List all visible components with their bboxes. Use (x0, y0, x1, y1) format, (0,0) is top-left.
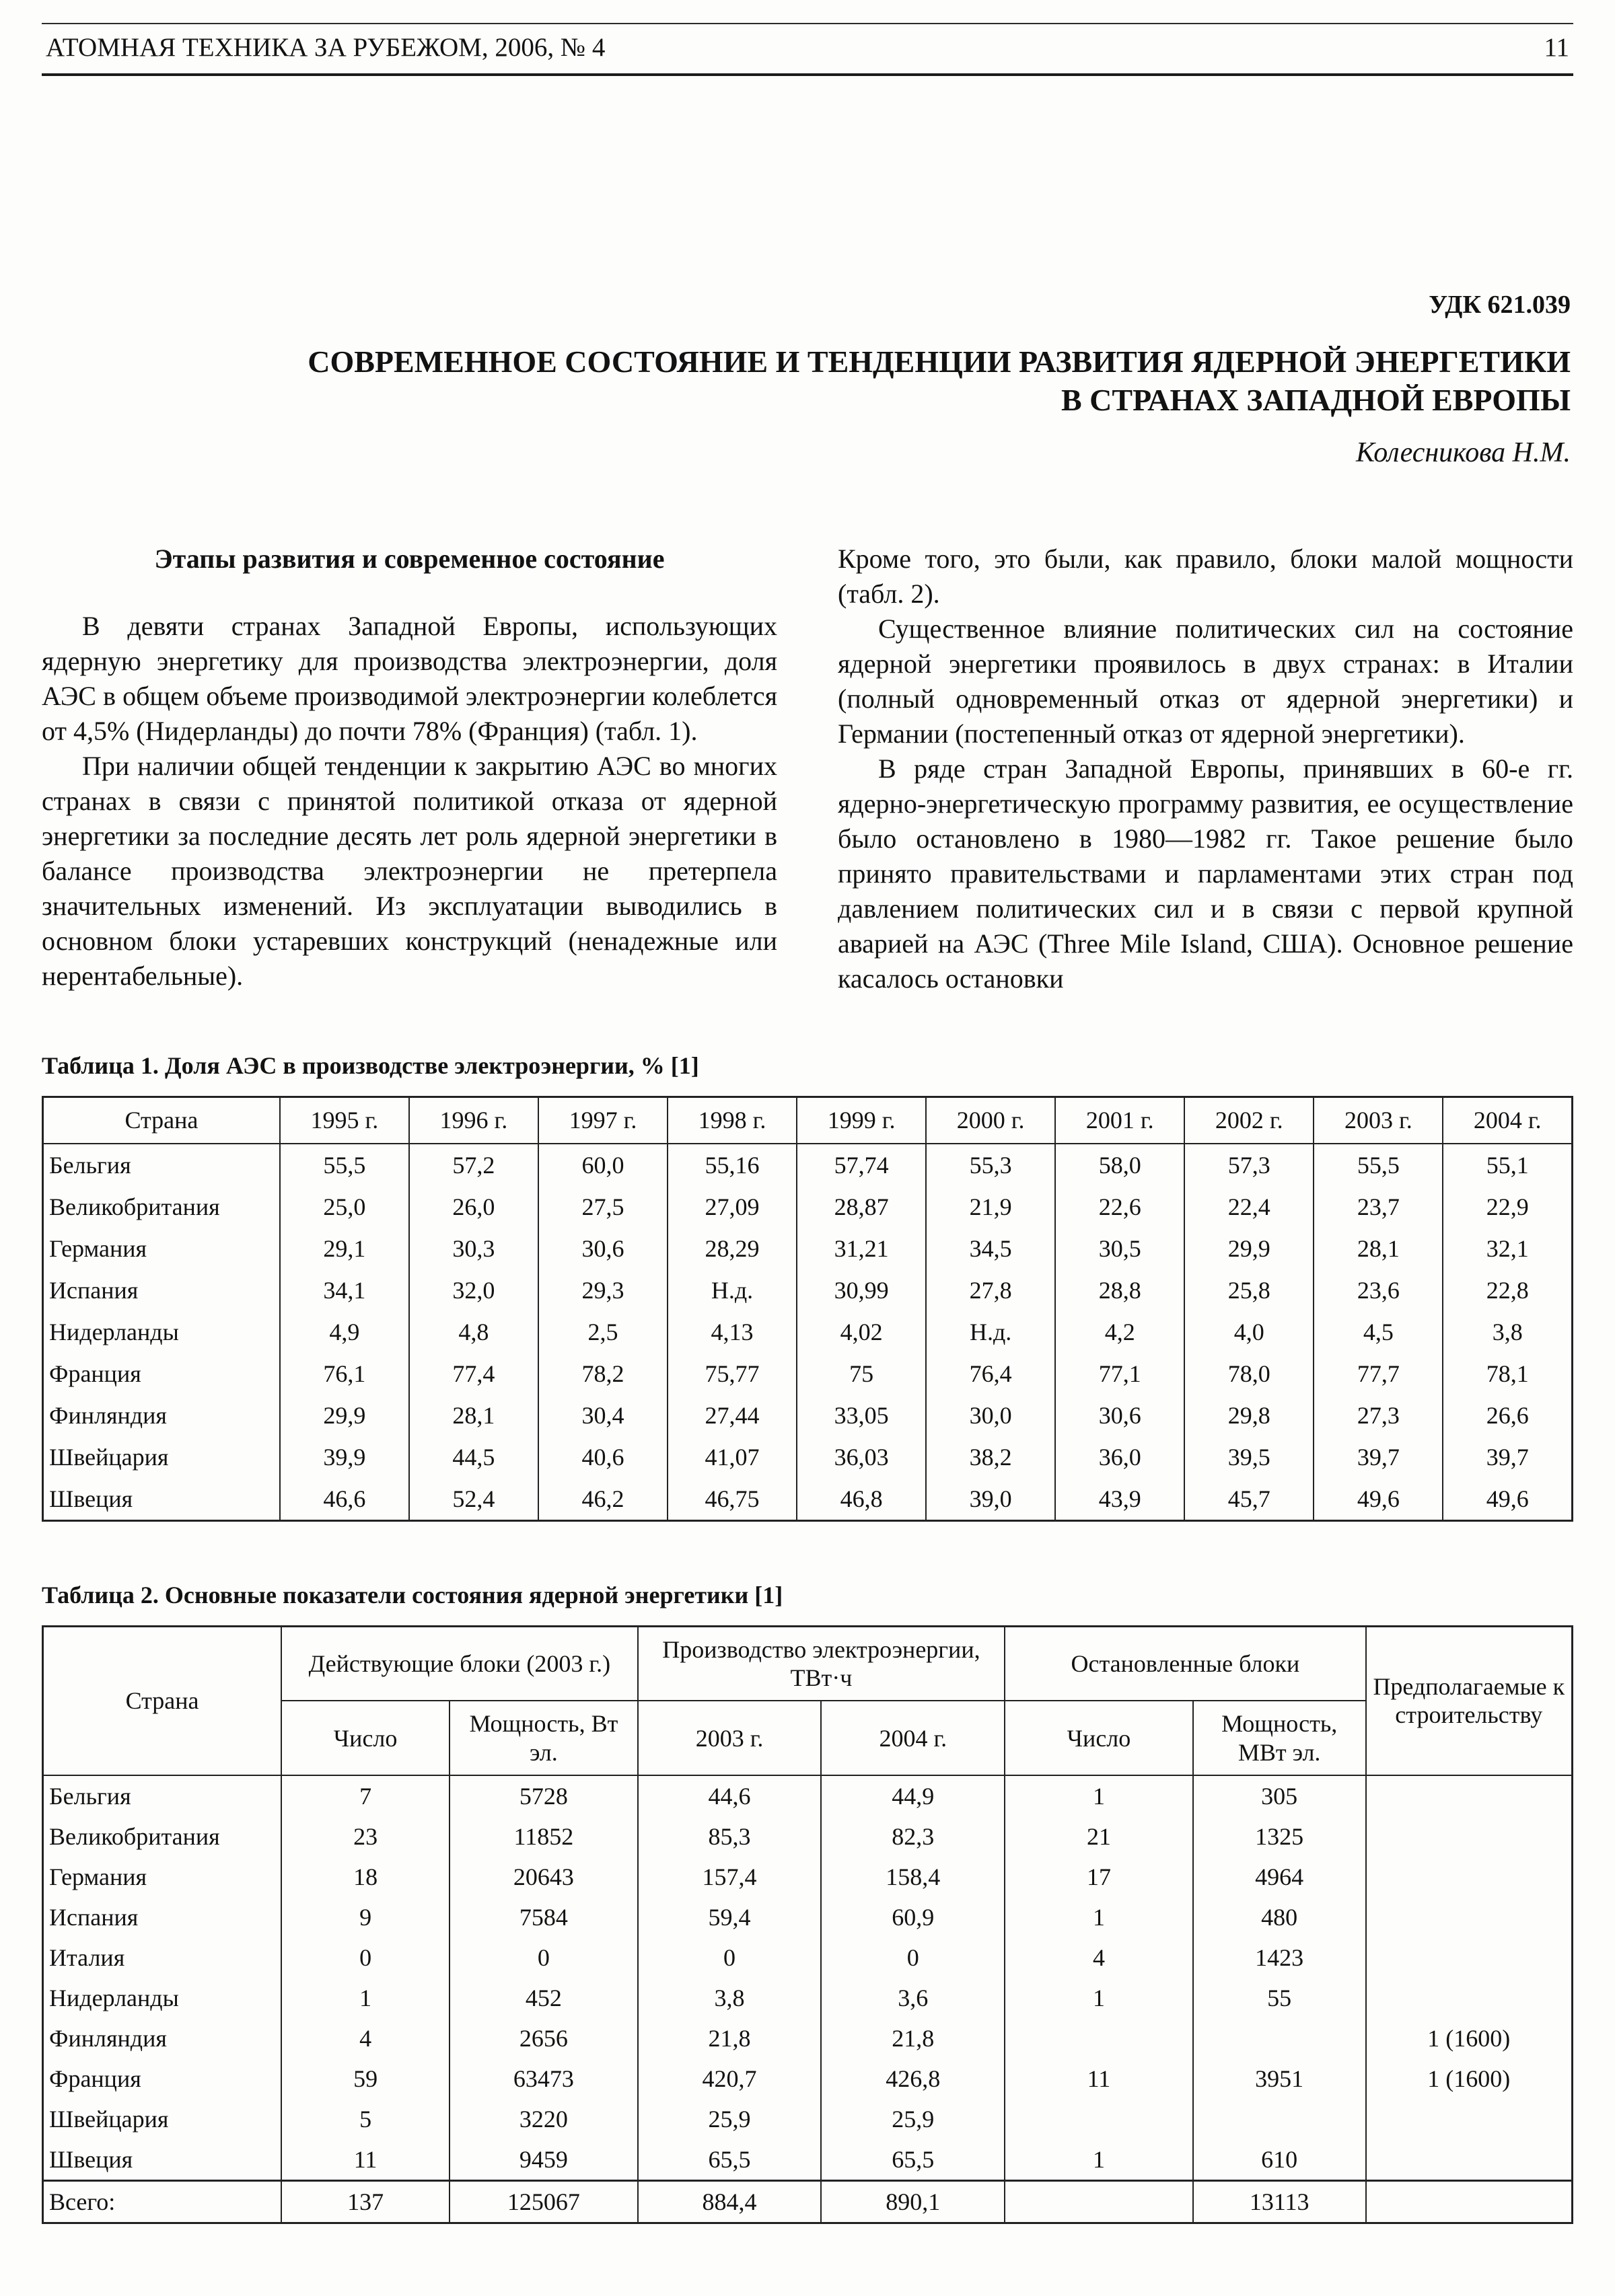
table1-header-cell: 2003 г. (1314, 1097, 1443, 1144)
table-cell: 0 (638, 1937, 822, 1978)
table-cell: 452 (450, 1978, 638, 2018)
table-cell (1005, 2018, 1193, 2059)
table-cell: 4,02 (797, 1311, 926, 1353)
page-number: 11 (1544, 33, 1569, 62)
table-cell: 5 (281, 2099, 450, 2139)
table-cell: Германия (43, 1228, 280, 1269)
table-cell: 3,8 (1443, 1311, 1572, 1353)
table1-row (43, 1269, 1573, 1311)
table2-total-row (43, 2181, 1573, 2223)
table-cell: 77,4 (409, 1353, 538, 1395)
table-cell: 420,7 (638, 2059, 822, 2099)
table1-row (43, 1353, 1573, 1395)
paragraph: В девяти странах Западной Европы, использующих ядерную энергетику для производства электроэнергии, доля АЭС в общем объеме производимой электроэнергии колеблется от 4,5% (Нидерланды) до почти 78% (Франция) (табл. 1). (42, 611, 777, 747)
table-cell: 11 (281, 2139, 450, 2181)
table2-caption: Таблица 2. Основные показатели состояния ядерной энергетики [1] (42, 1581, 783, 1608)
table-cell: 30,4 (538, 1395, 668, 1436)
table-cell: 22,8 (1443, 1269, 1572, 1311)
table-cell: 426,8 (821, 2059, 1005, 2099)
table1-header-cell: 1998 г. (668, 1097, 797, 1144)
table-cell: 32,1 (1443, 1228, 1572, 1269)
table-cell: 75,77 (668, 1353, 797, 1395)
table-cell (1366, 1978, 1573, 2018)
table1-header-cell: 1995 г. (280, 1097, 409, 1144)
table-cell: 158,4 (821, 1857, 1005, 1897)
table-cell (1366, 2181, 1573, 2223)
table1-header (43, 1097, 1573, 1144)
table2-row (43, 2018, 1573, 2059)
table-cell: 3220 (450, 2099, 638, 2139)
table-cell: 46,2 (538, 1478, 668, 1521)
table1-header-cell: 1997 г. (538, 1097, 668, 1144)
left-column (42, 542, 777, 996)
table1-row (43, 1478, 1573, 1521)
table-cell: 137 (281, 2181, 450, 2223)
table-cell: 41,07 (668, 1436, 797, 1478)
table-cell (1366, 1775, 1573, 1816)
table-cell: Великобритания (43, 1816, 282, 1857)
table-cell: 3,6 (821, 1978, 1005, 2018)
table1-row (43, 1436, 1573, 1478)
table-cell (1005, 2181, 1193, 2223)
table-cell: 52,4 (409, 1478, 538, 1521)
table2-header (43, 1626, 1573, 1775)
table-cell: Франция (43, 2059, 282, 2099)
table-cell: 30,99 (797, 1269, 926, 1311)
table1-row (43, 1144, 1573, 1186)
table-cell: 63473 (450, 2059, 638, 2099)
table2-subcol-2003: 2003 г. (638, 1701, 822, 1775)
table-cell: 44,9 (821, 1775, 1005, 1816)
table-cell: 78,0 (1184, 1353, 1314, 1395)
paragraph: Кроме того, это были, как правило, блоки малой мощности (табл. 2). (838, 544, 1573, 609)
table-cell: 57,3 (1184, 1144, 1314, 1186)
table-cell: 85,3 (638, 1816, 822, 1857)
table-cell: 22,4 (1184, 1186, 1314, 1228)
table1-header-cell: 2002 г. (1184, 1097, 1314, 1144)
table-cell: Испания (43, 1897, 282, 1937)
table-cell: 40,6 (538, 1436, 668, 1478)
table2-row (43, 2099, 1573, 2139)
table-cell: 57,74 (797, 1144, 926, 1186)
author-name: Колесникова Н.М. (1356, 437, 1571, 469)
table-cell: 21,9 (926, 1186, 1055, 1228)
table-cell: 4,8 (409, 1311, 538, 1353)
table1-header-cell: Страна (43, 1097, 280, 1144)
table-cell: 9 (281, 1897, 450, 1937)
table-cell: 1 (281, 1978, 450, 2018)
table2-subcol-number-stopped: Число (1005, 1701, 1193, 1775)
table-cell: 27,44 (668, 1395, 797, 1436)
table-cell: 22,6 (1055, 1186, 1184, 1228)
table-cell: 4 (281, 2018, 450, 2059)
table2-row (43, 1897, 1573, 1937)
table-cell: 157,4 (638, 1857, 822, 1897)
table-cell: 44,5 (409, 1436, 538, 1478)
table-cell: 25,0 (280, 1186, 409, 1228)
article-title (42, 342, 1573, 419)
table-cell: 28,1 (409, 1395, 538, 1436)
table2-nuclear-indicators (42, 1625, 1573, 2225)
table-cell: 46,8 (797, 1478, 926, 1521)
table2-row (43, 1937, 1573, 1978)
table2-row (43, 1775, 1573, 1816)
table-cell (1366, 1816, 1573, 1857)
table-cell: 60,0 (538, 1144, 668, 1186)
table-cell: 77,7 (1314, 1353, 1443, 1395)
table-cell: Великобритания (43, 1186, 280, 1228)
table-cell: 31,21 (797, 1228, 926, 1269)
table-cell: 55,5 (1314, 1144, 1443, 1186)
table2-col-stopped-units: Остановленные блоки (1005, 1626, 1365, 1701)
table-cell (1366, 1897, 1573, 1937)
table2-subcol-capacity-stopped: Мощность, МВт эл. (1193, 1701, 1366, 1775)
table-cell: 29,1 (280, 1228, 409, 1269)
table-cell: 4,5 (1314, 1311, 1443, 1353)
table-cell: 13113 (1193, 2181, 1366, 2223)
table1-row (43, 1311, 1573, 1353)
table1-row (43, 1395, 1573, 1436)
table-cell: 4,13 (668, 1311, 797, 1353)
table-cell: 30,6 (538, 1228, 668, 1269)
table-cell (1366, 1857, 1573, 1897)
table-cell: Н.д. (668, 1269, 797, 1311)
table-cell: 1 (1005, 1897, 1193, 1937)
table-cell: 28,87 (797, 1186, 926, 1228)
table-cell: 55,5 (280, 1144, 409, 1186)
table-cell: 82,3 (821, 1816, 1005, 1857)
table-cell: 36,03 (797, 1436, 926, 1478)
table-cell: 27,09 (668, 1186, 797, 1228)
table-cell: Бельгия (43, 1144, 280, 1186)
right-column (838, 542, 1573, 996)
table-cell: Швейцария (43, 2099, 282, 2139)
table-cell: 5728 (450, 1775, 638, 1816)
table-cell: Испания (43, 1269, 280, 1311)
table-cell (1005, 2099, 1193, 2139)
table-cell: 884,4 (638, 2181, 822, 2223)
table-cell: 39,7 (1314, 1436, 1443, 1478)
table-cell: 46,75 (668, 1478, 797, 1521)
table-cell: 76,4 (926, 1353, 1055, 1395)
two-column-body (42, 542, 1573, 996)
table-cell: 21,8 (821, 2018, 1005, 2059)
table1-row (43, 1228, 1573, 1269)
table-cell: 39,7 (1443, 1436, 1572, 1478)
table-cell: 23 (281, 1816, 450, 1857)
table-cell: 4,0 (1184, 1311, 1314, 1353)
table-cell: Франция (43, 1353, 280, 1395)
table2-row (43, 2139, 1573, 2181)
table-cell (1366, 1937, 1573, 1978)
table-cell: 4,9 (280, 1311, 409, 1353)
table-cell: 23,6 (1314, 1269, 1443, 1311)
table1-header-cell: 2004 г. (1443, 1097, 1572, 1144)
table-cell: 59,4 (638, 1897, 822, 1937)
table-cell: 55,1 (1443, 1144, 1572, 1186)
table2-subcol-capacity: Мощность, Вт эл. (450, 1701, 638, 1775)
paragraph: В ряде стран Западной Европы, принявших в 60-е гг. ядерно-энергетическую программу развития, ее осуществление было остановлено в 1980—1982 гг. Такое решение было принято правительствами и парламентами этих стран под давлением политических сил и в связи с первой крупной аварией на АЭС (Three Mile Island, США). Основное решение касалось остановки (838, 753, 1573, 994)
table-cell: 1 (1005, 1775, 1193, 1816)
table-cell: 25,9 (638, 2099, 822, 2139)
udc-code: УДК 621.039 (1429, 291, 1571, 319)
table-cell: 49,6 (1443, 1478, 1572, 1521)
table-cell: 78,2 (538, 1353, 668, 1395)
table-cell: Н.д. (926, 1311, 1055, 1353)
table-cell: 30,5 (1055, 1228, 1184, 1269)
table-cell: 0 (281, 1937, 450, 1978)
table2-col-country: Страна (43, 1626, 282, 1775)
table-cell: 25,8 (1184, 1269, 1314, 1311)
table-cell: 610 (1193, 2139, 1366, 2181)
table-cell: 39,5 (1184, 1436, 1314, 1478)
table2-header-row1 (43, 1626, 1573, 1701)
table-cell: 32,0 (409, 1269, 538, 1311)
table-cell: 25,9 (821, 2099, 1005, 2139)
table-cell: 30,0 (926, 1395, 1055, 1436)
table-cell: 28,1 (1314, 1228, 1443, 1269)
table-cell: 49,6 (1314, 1478, 1443, 1521)
table-cell: 26,0 (409, 1186, 538, 1228)
table1-caption: Таблица 1. Доля АЭС в производстве электроэнергии, % [1] (42, 1052, 699, 1080)
running-head (42, 23, 1573, 76)
table-cell: 27,3 (1314, 1395, 1443, 1436)
paragraph: Существенное влияние политических сил на состояние ядерной энергетики проявилось в двух странах: в Италии (полный одновременный отказ от ядерной энергетики) и Германии (постепенный отказ от ядерной энергетики). (838, 614, 1573, 749)
table-cell: 46,6 (280, 1478, 409, 1521)
table-cell: 1325 (1193, 1816, 1366, 1857)
table-cell: 1 (1600) (1366, 2059, 1573, 2099)
table-cell: 7 (281, 1775, 450, 1816)
table-cell: 1 (1005, 2139, 1193, 2181)
table-cell: 38,2 (926, 1436, 1055, 1478)
table-cell: 7584 (450, 1897, 638, 1937)
table2-row (43, 1857, 1573, 1897)
table2-row (43, 1816, 1573, 1857)
table1-header-cell: 1999 г. (797, 1097, 926, 1144)
table-cell: 29,9 (1184, 1228, 1314, 1269)
table-cell: 4,2 (1055, 1311, 1184, 1353)
table2-body (43, 1775, 1573, 2223)
table-cell: 58,0 (1055, 1144, 1184, 1186)
table1-header-cell: 2000 г. (926, 1097, 1055, 1144)
table-cell: 30,3 (409, 1228, 538, 1269)
table-cell: 22,9 (1443, 1186, 1572, 1228)
table-cell: 36,0 (1055, 1436, 1184, 1478)
table-cell: 27,5 (538, 1186, 668, 1228)
table-cell: 21 (1005, 1816, 1193, 1857)
table1-share-of-npp (42, 1096, 1573, 1521)
table-cell: 11852 (450, 1816, 638, 1857)
table-cell: 2656 (450, 2018, 638, 2059)
table-cell: 39,0 (926, 1478, 1055, 1521)
table-cell: 11 (1005, 2059, 1193, 2099)
table-cell: Швейцария (43, 1436, 280, 1478)
paragraph: При наличии общей тенденции к закрытию АЭС во многих странах в связи с принятой политикой отказа от ядерной энергетики за последние десять лет роль ядерной энергетики в балансе производства электроэнергии не претерпела значительных изменений. Из эксплуатации выводились в основном блоки устаревших конструкций (ненадежные или нерентабельные). (42, 751, 777, 992)
table-cell: 34,5 (926, 1228, 1055, 1269)
table-cell: Нидерланды (43, 1978, 282, 2018)
table-cell: 78,1 (1443, 1353, 1572, 1395)
table2-col-planned: Предполагаемые к строительству (1366, 1626, 1573, 1775)
table-cell (1193, 2018, 1366, 2059)
table1-row (43, 1186, 1573, 1228)
table-cell: 65,5 (638, 2139, 822, 2181)
table-cell: 17 (1005, 1857, 1193, 1897)
table-cell: 125067 (450, 2181, 638, 2223)
table-cell: 29,9 (280, 1395, 409, 1436)
table-cell: Финляндия (43, 1395, 280, 1436)
table-cell: 890,1 (821, 2181, 1005, 2223)
table-cell: Германия (43, 1857, 282, 1897)
table-cell: 3,8 (638, 1978, 822, 2018)
table-cell: 55,3 (926, 1144, 1055, 1186)
table-cell: 480 (1193, 1897, 1366, 1937)
table1-header-cell: 1996 г. (409, 1097, 538, 1144)
table2-col-electricity-production: Производство электроэнергии, ТВт·ч (638, 1626, 1005, 1701)
table2-row (43, 2059, 1573, 2099)
table-cell: 28,29 (668, 1228, 797, 1269)
table1-header-cell: 2001 г. (1055, 1097, 1184, 1144)
table2-subcol-2004: 2004 г. (821, 1701, 1005, 1775)
table-cell: Бельгия (43, 1775, 282, 1816)
table-cell: 60,9 (821, 1897, 1005, 1937)
table-cell: 20643 (450, 1857, 638, 1897)
table-cell: 0 (821, 1937, 1005, 1978)
table-cell: Швеция (43, 2139, 282, 2181)
table-cell: 1 (1005, 1978, 1193, 2018)
table-cell: 18 (281, 1857, 450, 1897)
table-cell: 1 (1600) (1366, 2018, 1573, 2059)
table-cell: 55 (1193, 1978, 1366, 2018)
table-cell: 57,2 (409, 1144, 538, 1186)
table2-col-operating-units: Действующие блоки (2003 г.) (281, 1626, 638, 1701)
table-cell: Нидерланды (43, 1311, 280, 1353)
table-cell: 3951 (1193, 2059, 1366, 2099)
table-cell (1366, 2139, 1573, 2181)
table-cell: 9459 (450, 2139, 638, 2181)
table-cell: 76,1 (280, 1353, 409, 1395)
table-cell: 39,9 (280, 1436, 409, 1478)
table2-row (43, 1978, 1573, 2018)
table-cell: 1423 (1193, 1937, 1366, 1978)
table-cell: 23,7 (1314, 1186, 1443, 1228)
table-cell: 4 (1005, 1937, 1193, 1978)
table-cell (1366, 2099, 1573, 2139)
table-cell: 77,1 (1055, 1353, 1184, 1395)
table1-header-row (43, 1097, 1573, 1144)
table-cell: 59 (281, 2059, 450, 2099)
table-cell: 28,8 (1055, 1269, 1184, 1311)
table-cell (1193, 2099, 1366, 2139)
table-cell: 45,7 (1184, 1478, 1314, 1521)
table-cell: 4964 (1193, 1857, 1366, 1897)
table-cell: 27,8 (926, 1269, 1055, 1311)
article-title-line2: В СТРАНАХ ЗАПАДНОЙ ЕВРОПЫ (1061, 383, 1571, 418)
table-cell: 33,05 (797, 1395, 926, 1436)
table-cell: 2,5 (538, 1311, 668, 1353)
table-cell: 29,3 (538, 1269, 668, 1311)
table-cell: Всего: (43, 2181, 282, 2223)
table-cell: 26,6 (1443, 1395, 1572, 1436)
table-cell: 34,1 (280, 1269, 409, 1311)
table-cell: 29,8 (1184, 1395, 1314, 1436)
table-cell: 21,8 (638, 2018, 822, 2059)
table-cell: 30,6 (1055, 1395, 1184, 1436)
table-cell: Финляндия (43, 2018, 282, 2059)
table-cell: 305 (1193, 1775, 1366, 1816)
table-cell: 75 (797, 1353, 926, 1395)
table-cell: 65,5 (821, 2139, 1005, 2181)
table1-body (43, 1144, 1573, 1521)
journal-title: АТОМНАЯ ТЕХНИКА ЗА РУБЕЖОМ, 2006, № 4 (46, 33, 606, 62)
table-cell: Италия (43, 1937, 282, 1978)
table-cell: Швеция (43, 1478, 280, 1521)
table-cell: 44,6 (638, 1775, 822, 1816)
table-cell: 55,16 (668, 1144, 797, 1186)
article-title-line1: СОВРЕМЕННОЕ СОСТОЯНИЕ И ТЕНДЕНЦИИ РАЗВИТИЯ ЯДЕРНОЙ ЭНЕРГЕТИКИ (308, 344, 1571, 379)
table-cell: 43,9 (1055, 1478, 1184, 1521)
table-cell: 0 (450, 1937, 638, 1978)
section-heading: Этапы развития и современное состояние (154, 544, 665, 575)
table2-subcol-number: Число (281, 1701, 450, 1775)
